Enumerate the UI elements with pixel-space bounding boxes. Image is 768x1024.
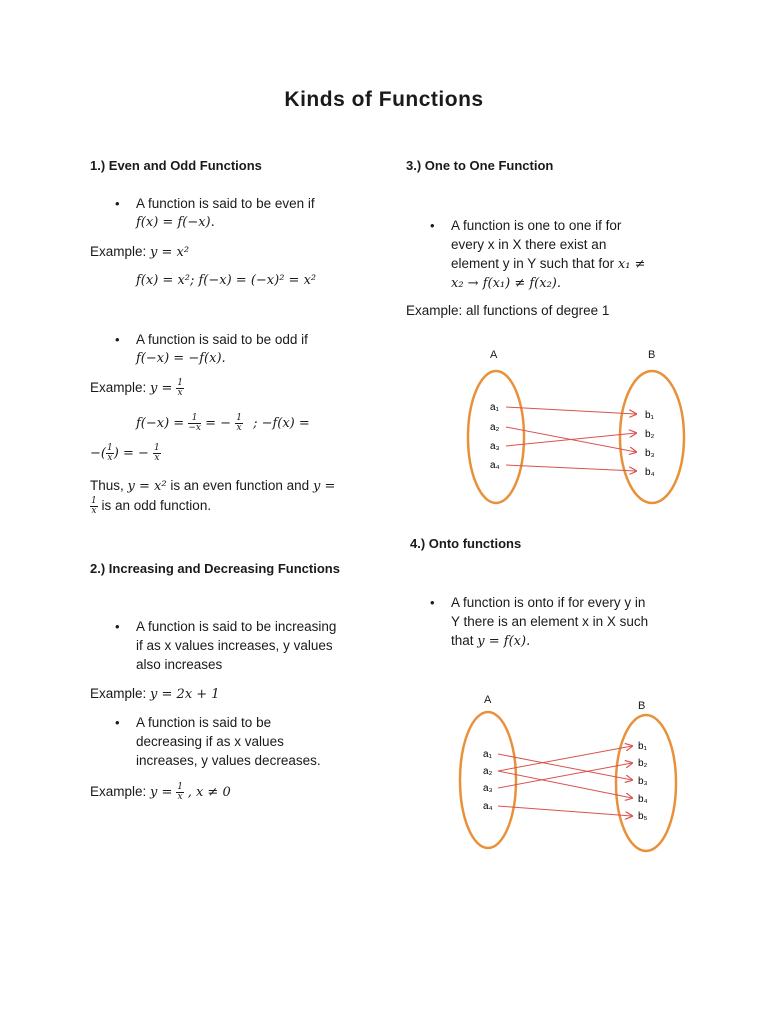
conclusion-text: is an even function and: [170, 478, 310, 493]
domain-element: a₄: [490, 460, 500, 471]
codomain-element: b₂: [645, 429, 655, 440]
section-3-heading: 3.) One to One Function: [406, 158, 554, 173]
increasing-example: [90, 684, 220, 704]
odd-definition: [136, 330, 308, 368]
one-to-one-line: every x in X there exist an: [451, 237, 607, 252]
domain-ellipse: [460, 712, 516, 848]
mapping-arrow: [506, 433, 636, 446]
onto-line: that: [451, 633, 474, 648]
conclusion-text: is an odd function.: [101, 498, 212, 513]
even-definition-math: f(x) = f(−x).: [136, 215, 215, 230]
one-to-one-line: element y in Y such that for: [451, 256, 615, 271]
section-4-heading: 4.) Onto functions: [410, 536, 522, 551]
odd-work-e: = −: [122, 446, 149, 461]
example-label: Example:: [90, 380, 147, 395]
decreasing-line: increases, y values decreases.: [136, 753, 321, 768]
domain-element: a₁: [490, 402, 499, 413]
even-example: [90, 242, 189, 262]
decreasing-line: decreasing if as x values: [136, 734, 284, 749]
odd-definition-math: f(−x) = −f(x).: [136, 351, 226, 366]
even-definition: [136, 194, 315, 232]
set-a-label: A: [484, 694, 492, 706]
codomain-element: b₅: [638, 811, 648, 822]
fraction: $\frac{1}{x}$: [91, 495, 97, 516]
mapping-arrow: [506, 407, 636, 414]
odd-work-line2: −( $\frac{1}{x}$ ) = − $\frac{1}{x}$: [90, 443, 160, 463]
bullet-icon: •: [430, 595, 435, 610]
bullet-icon: •: [115, 196, 120, 211]
fraction: $\frac{1}{x}$: [154, 443, 160, 463]
odd-work-d: −: [90, 446, 101, 461]
bullet-icon: •: [115, 619, 120, 634]
conclusion: [90, 476, 360, 516]
codomain-element: b₃: [645, 448, 655, 459]
conclusion-math: y = x²: [127, 479, 167, 494]
one-to-one-math: x₁ ≠: [617, 257, 646, 272]
decreasing-example-math: y =: [150, 785, 173, 800]
fraction: $\frac{1}{x}$: [236, 413, 242, 433]
codomain-element: b₁: [638, 741, 647, 752]
fraction: $\frac{1}{-x}$: [188, 413, 201, 433]
codomain-element: b₄: [638, 794, 648, 805]
codomain-element: b₄: [645, 467, 655, 478]
even-definition-text: A function is said to be even if: [136, 196, 315, 211]
onto-diagram: [430, 685, 710, 865]
increasing-example-math: y = 2x + 1: [150, 687, 220, 702]
example-label: Example:: [90, 686, 147, 701]
one-to-one-definition: [451, 216, 645, 293]
domain-element: a₄: [483, 801, 493, 812]
section-1-heading: 1.) Even and Odd Functions: [90, 158, 262, 173]
mapping-arrow: [498, 806, 632, 816]
mapping-arrow: [506, 465, 636, 471]
section-2-heading: 2.) Increasing and Decreasing Functions: [90, 561, 340, 576]
bullet-icon: •: [115, 715, 120, 730]
increasing-line: if as x values increases, y values: [136, 638, 333, 653]
set-b-label: B: [648, 349, 656, 361]
one-to-one-line: A function is one to one if for: [451, 218, 622, 233]
odd-definition-text: A function is said to be odd if: [136, 332, 308, 347]
codomain-element: b₂: [638, 758, 648, 769]
one-to-one-diagram: [430, 340, 710, 520]
bullet-icon: •: [430, 218, 435, 233]
bullet-icon: •: [115, 332, 120, 347]
onto-math: y = f(x).: [477, 634, 531, 649]
domain-ellipse: [468, 371, 524, 503]
conclusion-math: y =: [312, 479, 336, 494]
fraction: $\frac{1}{x}$: [106, 443, 113, 463]
codomain-element: b₁: [645, 410, 654, 421]
decreasing-line: A function is said to be: [136, 715, 272, 730]
fraction: $\frac{1}{x}$: [177, 377, 183, 398]
codomain-element: b₃: [638, 776, 648, 787]
odd-work-c: ; −f(x) =: [253, 416, 310, 431]
onto-line: Y there is an element x in X such: [451, 614, 649, 629]
set-b-label: B: [638, 700, 646, 712]
even-work: f(x) = x²; f(−x) = (−x)² = x²: [136, 273, 317, 288]
increasing-line: also increases: [136, 657, 223, 672]
odd-work-a: f(−x) =: [136, 416, 185, 431]
even-example-math: y = x²: [150, 245, 190, 260]
one-to-one-math: x₂ → f(x₁) ≠ f(x₂).: [451, 276, 561, 291]
onto-line: A function is onto if for every y in: [451, 595, 646, 610]
domain-element: a₁: [483, 749, 492, 760]
one-to-one-example: Example: all functions of degree 1: [406, 303, 610, 318]
decreasing-definition: [136, 713, 321, 770]
set-a-label: A: [490, 349, 498, 361]
domain-element: a₂: [483, 766, 493, 777]
decreasing-example: [90, 782, 231, 802]
conclusion-text: Thus,: [90, 478, 124, 493]
domain-element: a₂: [490, 422, 500, 433]
onto-definition: [451, 593, 648, 651]
odd-work-b: = −: [205, 416, 232, 431]
example-label: Example:: [90, 244, 147, 259]
increasing-line: A function is said to be increasing: [136, 619, 337, 634]
domain-element: a₃: [483, 783, 493, 794]
odd-example-math: y =: [150, 381, 173, 396]
odd-example: [90, 378, 184, 398]
example-label: Example:: [90, 784, 147, 799]
page-title: Kinds of Functions: [284, 88, 484, 111]
decreasing-example-condition: , x ≠ 0: [187, 785, 231, 800]
increasing-definition: [136, 617, 336, 674]
odd-work-line1: [136, 414, 310, 433]
domain-element: a₃: [490, 441, 500, 452]
fraction: $\frac{1}{x}$: [177, 781, 183, 802]
